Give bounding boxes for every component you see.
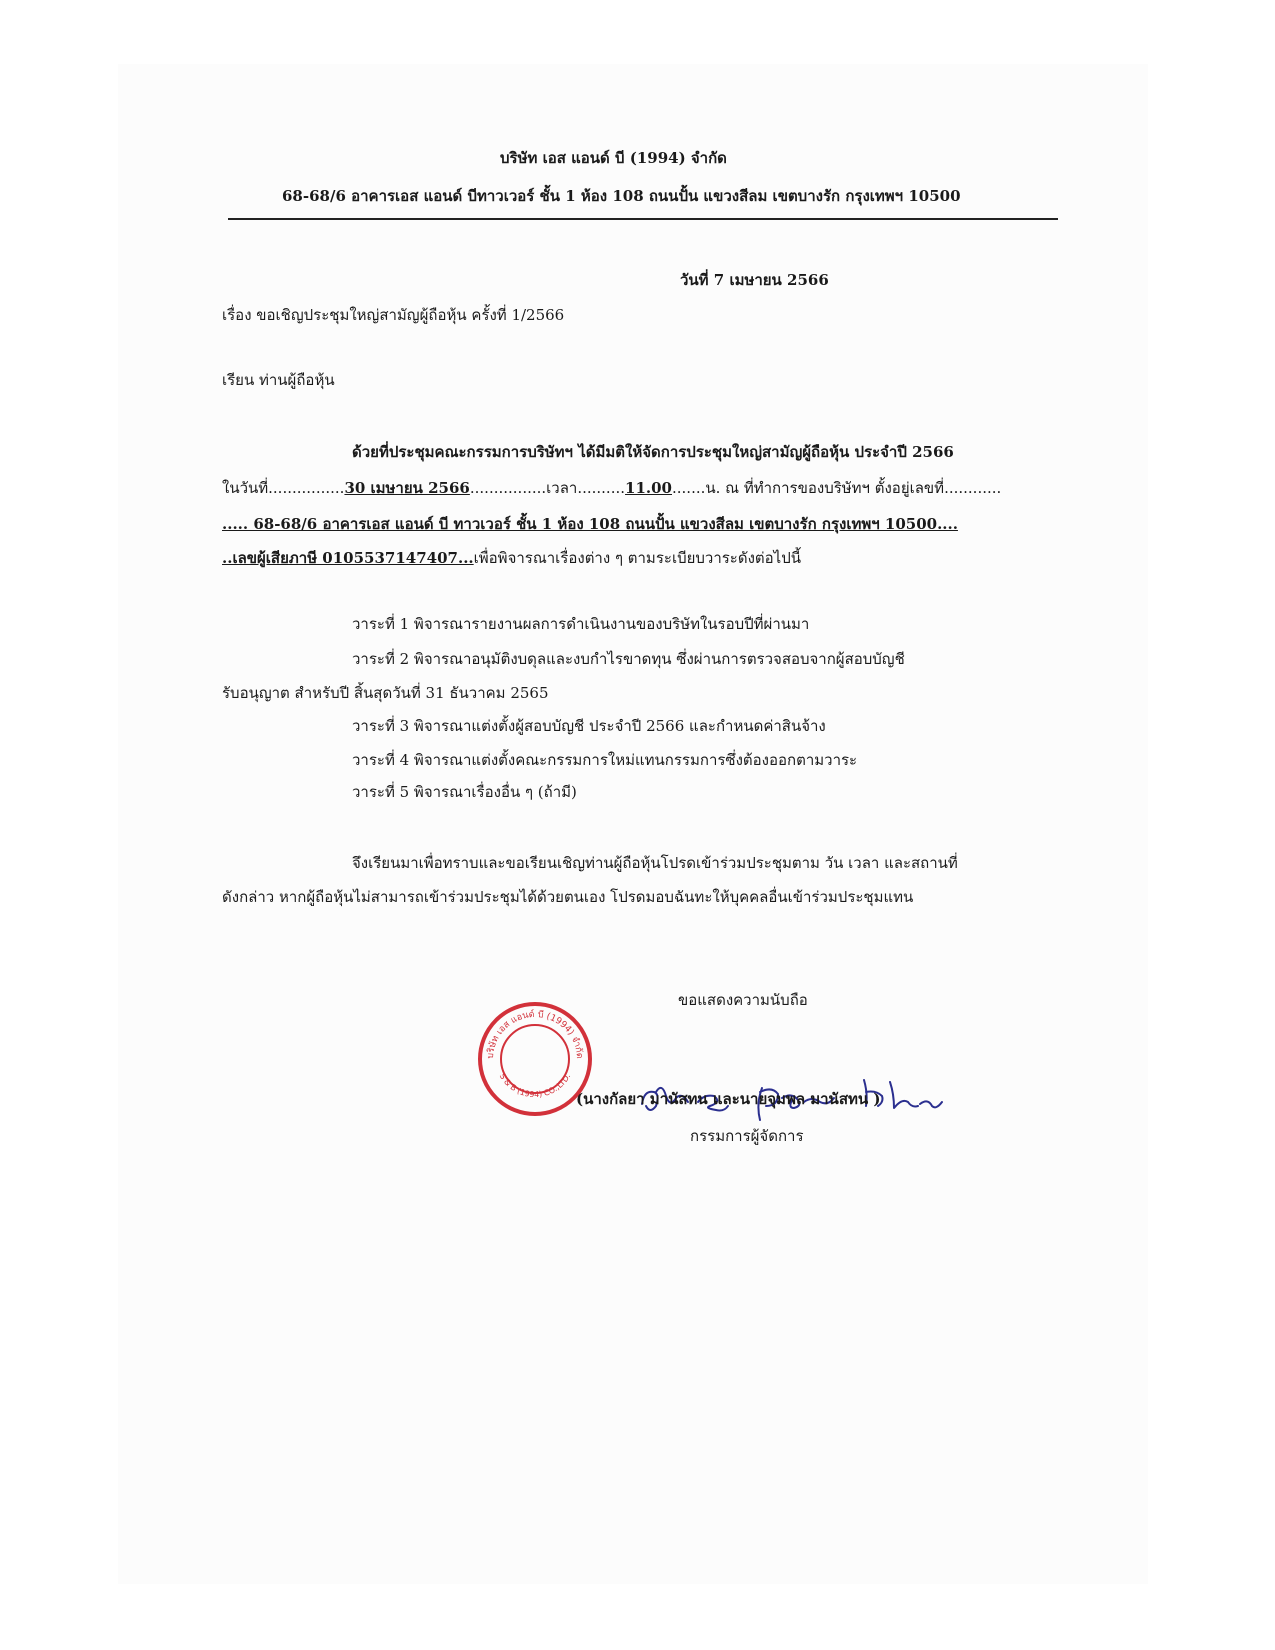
body-line-2-suffix: .......น. ณ ที่ทำการของบริษัทฯ ตั้งอยู่เลขที่............ <box>672 479 1002 497</box>
body-line-2-mid: ................เวลา.......... <box>469 479 626 497</box>
letter-date: วันที่ 7 เมษายน 2566 <box>680 271 829 289</box>
body-line-1 <box>352 440 954 464</box>
closing-line-2: ดังกล่าว หากผู้ถือหุ้นไม่สามารถเข้าร่วมประชุมได้ด้วยตนเอง โปรดมอบฉันทะให้บุคคลอื่นเข้าร่วมประชุมแทน <box>222 888 914 906</box>
agenda-item-3: วาระที่ 3 พิจารณาแต่งตั้งผู้สอบบัญชี ประจำปี 2566 และกำหนดค่าสินจ้าง <box>352 717 826 735</box>
letter-salutation: เรียน ท่านผู้ถือหุ้น <box>222 371 335 389</box>
agenda-item-5: วาระที่ 5 พิจารณาเรื่องอื่น ๆ (ถ้ามี) <box>352 783 577 801</box>
agenda-item-2-cont: รับอนุญาต สำหรับปี สิ้นสุดวันที่ 31 ธันวาคม 2565 <box>222 684 549 702</box>
company-name: บริษัท เอส แอนด์ บี (1994) จำกัด <box>500 149 727 167</box>
body-line-4 <box>222 546 801 570</box>
signer-names: (นางกัลยา มานัสทน และนายจุมพล มานัสทน ) <box>576 1090 881 1108</box>
meeting-time: 11.00 <box>625 479 672 497</box>
agenda-item-1: วาระที่ 1 พิจารณารายงานผลการดำเนินงานของบริษัทในรอบปีที่ผ่านมา <box>352 615 810 633</box>
body-line-3-address: ..... 68-68/6 อาคารเอส แอนด์ บี ทาวเวอร์ ชั้น 1 ห้อง 108 ถนนปั้น แขวงสีลม เขตบางรัก กรุงเทพฯ 10500.... <box>222 515 958 533</box>
body-line-1-text: ด้วยที่ประชุมคณะกรรมการบริษัทฯ ได้มีมติให้จัดการประชุมใหญ่สามัญผู้ถือหุ้น ประจำปี 2566 <box>352 443 954 461</box>
company-address: 68-68/6 อาคารเอส แอนด์ บีทาวเวอร์ ชั้น 1 ห้อง 108 ถนนปั้น แขวงสีลม เขตบางรัก กรุงเทพฯ 10500 <box>282 187 961 205</box>
closing-line-1: จึงเรียนมาเพื่อทราบและขอเรียนเชิญท่านผู้ถือหุ้นโปรดเข้าร่วมประชุมตาม วัน เวลา และสถานที่ <box>352 854 958 872</box>
document-page <box>118 64 1148 1584</box>
meeting-date: 30 เมษายน 2566 <box>344 479 470 497</box>
svg-text:S & B (1994) CO.,LTD.: S & B (1994) CO.,LTD. <box>497 1071 573 1100</box>
header-divider <box>228 218 1058 220</box>
body-line-4-suffix: เพื่อพิจารณาเรื่องต่าง ๆ ตามระเบียบวาระดังต่อไปนี้ <box>473 549 801 567</box>
letter-subject: เรื่อง ขอเชิญประชุมใหญ่สามัญผู้ถือหุ้น ครั้งที่ 1/2566 <box>222 306 565 324</box>
agenda-item-2: วาระที่ 2 พิจารณาอนุมัติงบดุลและงบกำไรขาดทุน ซึ่งผ่านการตรวจสอบจากผู้สอบบัญชี <box>352 650 905 668</box>
regards-text: ขอแสดงความนับถือ <box>678 991 808 1009</box>
tax-id: ..เลขผู้เสียภาษี 0105537147407... <box>222 549 474 567</box>
body-line-2 <box>222 476 1001 500</box>
agenda-item-4: วาระที่ 4 พิจารณาแต่งตั้งคณะกรรมการใหม่แทนกรรมการซึ่งต้องออกตามวาระ <box>352 751 858 769</box>
body-line-2-prefix: ในวันที่................ <box>222 479 345 497</box>
signer-position: กรรมการผู้จัดการ <box>690 1127 804 1145</box>
svg-text:บริษัท เอส แอนด์ บี (1994) จำก: บริษัท เอส แอนด์ บี (1994) จำกัด <box>485 1009 585 1060</box>
